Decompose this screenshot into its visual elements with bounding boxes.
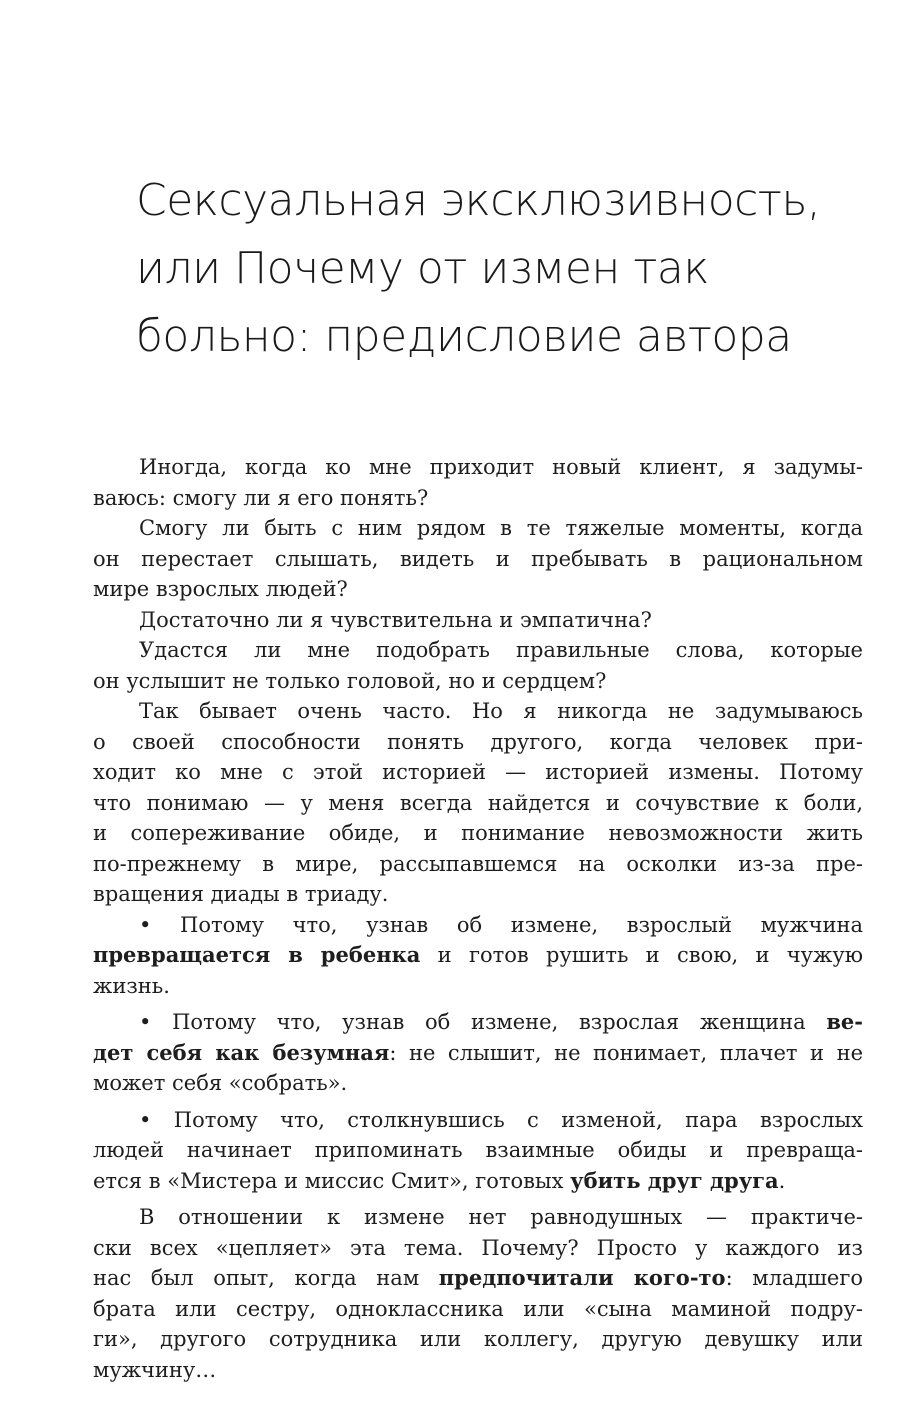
emphasis-text: убить друг друга bbox=[570, 1167, 779, 1193]
text-line bbox=[93, 666, 863, 697]
paragraph bbox=[93, 452, 863, 513]
line-text: • Потому что, узнав об измене, взрослая женщина bbox=[139, 1010, 827, 1034]
paragraph bbox=[93, 635, 863, 696]
paragraph bbox=[93, 1202, 863, 1385]
line-text: : младшего bbox=[725, 1266, 863, 1290]
text-line bbox=[93, 788, 863, 819]
text-line bbox=[93, 1324, 863, 1355]
line-text: брата или сестру, одноклассника или «сына маминой подру- bbox=[93, 1296, 863, 1321]
text-line bbox=[93, 971, 863, 1002]
text-line bbox=[93, 574, 863, 605]
chapter-title-line: или Почему от измен так bbox=[136, 243, 709, 295]
text-line bbox=[93, 635, 863, 666]
text-line bbox=[93, 1202, 863, 1233]
chapter-title bbox=[136, 167, 896, 371]
text-line bbox=[93, 727, 863, 758]
text-line bbox=[93, 1038, 863, 1069]
text-line bbox=[93, 1263, 863, 1294]
text-line bbox=[93, 1007, 863, 1038]
line-text: • Потому что, столкнувшись с изменой, пара взрослых bbox=[139, 1107, 863, 1132]
line-text: и готов рушить и свою, и чужую bbox=[420, 943, 863, 967]
emphasis-text: превращается в ребенка bbox=[93, 942, 421, 967]
line-text: мужчину… bbox=[93, 1357, 217, 1382]
line-text: по-прежнему в мире, рассыпавшемся на осколки из-за пре- bbox=[93, 851, 863, 876]
emphasis-text: ве- bbox=[826, 1009, 863, 1034]
bullet-paragraph bbox=[93, 1007, 863, 1099]
text-line bbox=[93, 544, 863, 575]
bullet-paragraph bbox=[93, 910, 863, 1002]
line-text: и сопереживание обиде, и понимание невозможности жить bbox=[93, 821, 863, 845]
text-line bbox=[93, 1135, 863, 1166]
line-text: ги», другого сотрудника или коллегу, другую девушку или bbox=[93, 1327, 863, 1351]
text-line bbox=[93, 696, 863, 727]
text-line bbox=[93, 1355, 863, 1386]
text-line bbox=[93, 849, 863, 880]
line-text: ски всех «цепляет» эта тема. Почему? Просто у каждого из bbox=[93, 1235, 863, 1260]
line-text: ется в «Мистера и миссис Смит», готовых bbox=[93, 1168, 571, 1193]
text-line bbox=[93, 940, 863, 971]
text-line bbox=[93, 818, 863, 849]
text-line bbox=[93, 1068, 863, 1099]
line-text: что понимаю — у меня всегда найдется и сочувствие к боли, bbox=[93, 790, 863, 815]
bullet-paragraph bbox=[93, 1105, 863, 1197]
chapter-title-line: больно: предисловие автора bbox=[136, 311, 792, 363]
line-text: Смогу ли быть с ним рядом в те тяжелые моменты, когда bbox=[139, 516, 863, 540]
line-text: . bbox=[778, 1168, 786, 1193]
line-text: ваюсь: смогу ли я его понять? bbox=[93, 485, 429, 510]
line-text: Иногда, когда ко мне приходит новый клиент, я задумы- bbox=[139, 455, 863, 479]
text-line bbox=[93, 483, 863, 514]
text-line bbox=[93, 452, 863, 483]
text-line bbox=[93, 1105, 863, 1136]
text-line bbox=[93, 910, 863, 941]
emphasis-text: дет себя как безумная bbox=[93, 1039, 390, 1065]
text-line bbox=[93, 1233, 863, 1264]
line-text: вращения диады в триаду. bbox=[93, 882, 389, 906]
text-line bbox=[93, 879, 863, 910]
text-line bbox=[93, 605, 863, 636]
line-text: жизнь. bbox=[93, 973, 170, 998]
line-text: он услышит не только головой, но и сердцем? bbox=[93, 668, 607, 693]
line-text: может себя «собрать». bbox=[93, 1071, 348, 1095]
line-text: ходит ко мне с этой историей — историей измены. Потому bbox=[93, 760, 863, 784]
paragraph bbox=[93, 605, 863, 636]
line-text: • Потому что, узнав об измене, взрослый мужчина bbox=[139, 912, 863, 937]
emphasis-text: предпочитали кого-то bbox=[438, 1265, 726, 1290]
line-text: мире взрослых людей? bbox=[93, 577, 348, 601]
paragraph bbox=[93, 513, 863, 605]
text-line bbox=[93, 1166, 863, 1197]
line-text: людей начинает припоминать взаимные обиды и превраща- bbox=[93, 1138, 863, 1162]
line-text: нас был опыт, когда нам bbox=[93, 1266, 439, 1290]
text-line bbox=[93, 757, 863, 788]
text-line bbox=[93, 1294, 863, 1325]
line-text: Достаточно ли я чувствительна и эмпатична? bbox=[139, 607, 652, 632]
chapter-body bbox=[93, 452, 863, 1385]
line-text: Удастся ли мне подобрать правильные слова, которые bbox=[139, 638, 863, 662]
line-text: : не слышит, не понимает, плачет и не bbox=[389, 1040, 863, 1065]
chapter-title-line: Сексуальная эксклюзивность, bbox=[136, 175, 821, 227]
paragraph bbox=[93, 696, 863, 910]
line-text: В отношении к измене нет равнодушных — практиче- bbox=[139, 1205, 863, 1229]
line-text: он перестает слышать, видеть и пребывать в рациональном bbox=[93, 546, 863, 571]
line-text: Так бывает очень часто. Но я никогда не задумываюсь bbox=[139, 699, 863, 723]
line-text: о своей способности понять другого, когда человек при- bbox=[93, 729, 863, 754]
text-line bbox=[93, 513, 863, 544]
